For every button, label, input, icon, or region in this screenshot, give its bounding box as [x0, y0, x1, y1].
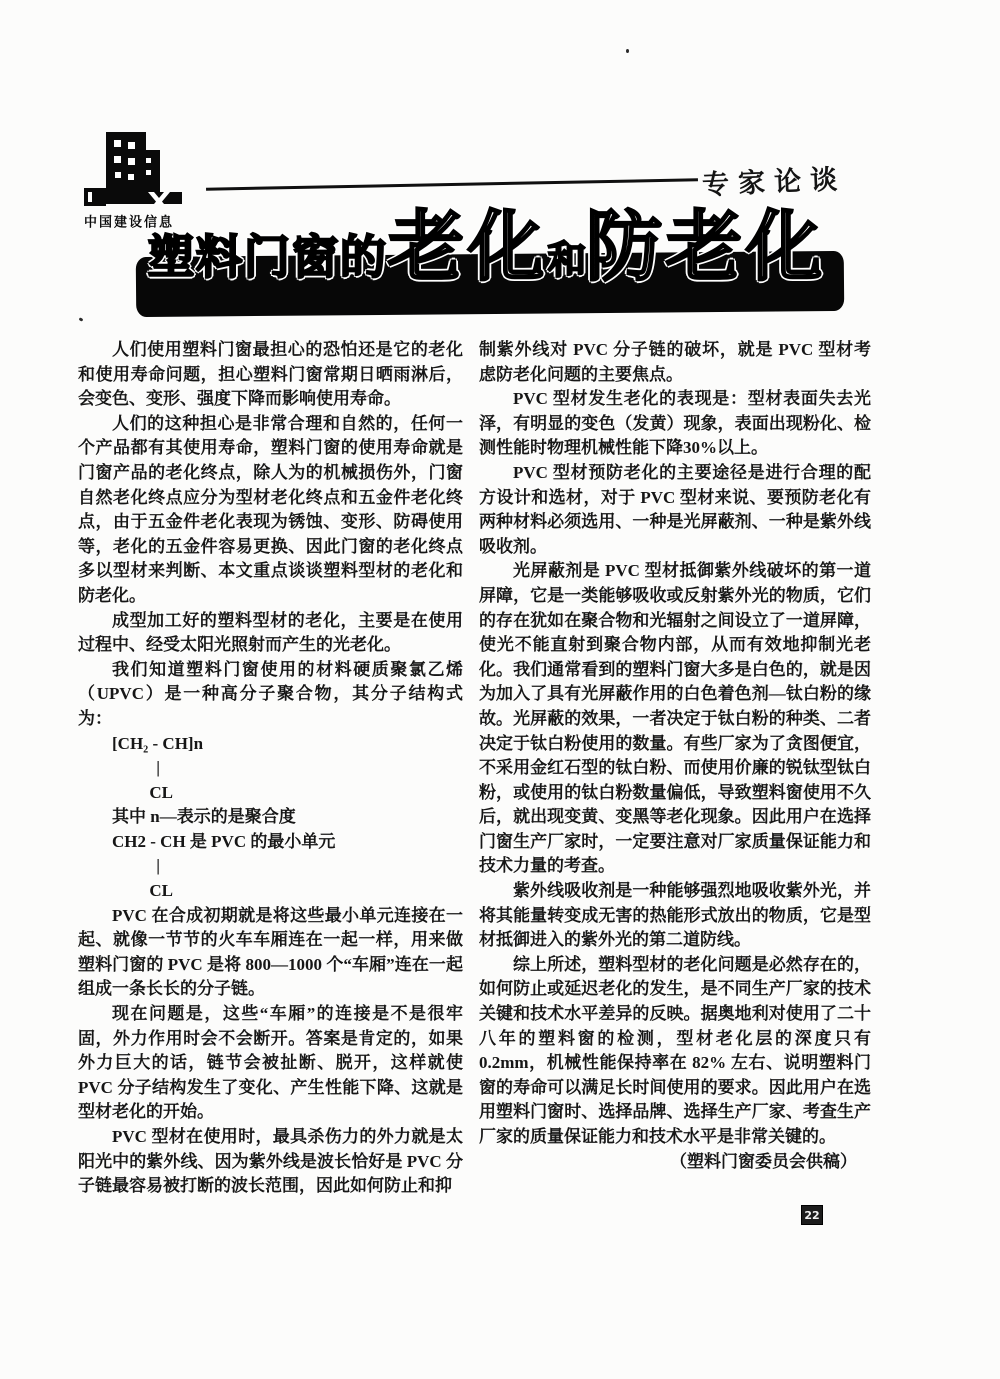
paragraph: 综上所述，塑料型材的老化问题是必然存在的，如何防止或延迟老化的发生，是不同生产厂家的技术关键和技术水平差异的反映。据奥地利对使用了二十八年的塑料窗的检测，型材老化层的深度只有0.2mm，机械性能保持率在 82% 左右、说明塑料门窗的寿命可以满足长时间使用的要求。因此用户在选用塑料门窗时、选择品牌、选择生产厂家、考查生产厂家的质量保证能力和技术水平是非常关键的。: [479, 954, 871, 1146]
scan-speck: [626, 49, 629, 53]
byline: （塑料门窗委员会供稿）: [670, 1151, 857, 1171]
title-word-antiaging: 防老化: [586, 202, 827, 291]
paragraph: 紫外线吸收剂是一种能够强烈地吸收紫外光，并将其能量转变成无害的热能形式放出的物质，它是型材抵御进入的紫外光的第二道防线。: [479, 881, 871, 950]
paragraph: 我们知道塑料门窗使用的材料硬质聚氯乙烯（UPVC）是一种高分子聚合物，其分子结构式为：: [78, 659, 463, 728]
masthead-rule: [206, 178, 698, 190]
paragraph: PVC 型材预防老化的主要途径是进行合理的配方设计和选材，对于 PVC 型材来说、要预防老化有两种材料必须选用、一种是光屏蔽剂、一种是紫外线吸收剂。: [479, 462, 871, 556]
paragraph: 成型加工好的塑料型材的老化，主要是在使用过程中、经受太阳光照射而产生的光老化。: [78, 610, 463, 655]
paragraph: 现在问题是，这些“车厢”的连接是不是很牢固，外力作用时会不会断开。答案是肯定的，如果外力巨大的话，链节会被扯断、脱开，这样就使 PVC 分子结构发生了变化、产生性能下降、这就是型材老化的开始。: [78, 1004, 463, 1122]
left-column: [78, 338, 463, 1218]
paragraph: 人们的这种担心是非常合理和自然的，任何一个产品都有其使用寿命，塑料门窗的使用寿命就是门窗产品的老化终点，除人为的机械损伤外，门窗自然老化终点应分为型材老化终点和五金件老化终点，由于五金件老化表现为锈蚀、变形、防碍使用等，老化的五金件容易更换、因此门窗的老化终点多以型材来判断、本文重点谈谈塑料型材的老化和防老化。: [78, 413, 463, 605]
title-prefix: 塑料门窗的: [148, 230, 388, 284]
paragraph: PVC 型材发生老化的表现是：型材表面失去光泽，有明显的变色（发黄）现象，表面出现粉化、检测性能时物理机械性能下降30%以上。: [479, 389, 871, 458]
article-title: [78, 194, 858, 316]
title-text: [78, 194, 858, 321]
formula-line: CL: [149, 881, 174, 901]
paragraph: 光屏蔽剂是 PVC 型材抵御紫外线破坏的第一道屏障，它是一类能够吸收或反射紫外光的物质，它们的存在犹如在聚合物和光辐射之间设立了一道屏障，使光不能直射到聚合物内部，从而有效地抑制光老化。我们通常看到的塑料门窗大多是白色的，就是因为加入了具有光屏蔽作用的白色着色剂—钛白粉的缘故。光屏蔽的效果，一者决定于钛白粉的种类、二者决定于钛白粉使用的数量。有些厂家为了贪图便宜，不采用金红石型的钛白粉、而使用价廉的锐钛型钛白粉，或使用的钛白粉数量偏低，导致塑料窗使用不久后，就出现变黄、变黑等老化现象。因此用户在选择门窗生产厂家时，一定要注意对厂家质量保证能力和技术力量的考查。: [479, 561, 871, 876]
formula-line: 其中 n—表示的是聚合度: [112, 807, 296, 827]
formula-line: CL: [149, 782, 174, 802]
formula-line: |: [156, 758, 160, 778]
formula-line: CH2 - CH 是 PVC 的最小单元: [112, 831, 336, 851]
title-word-aging: 老化: [388, 202, 548, 291]
title-word-and: 和: [548, 238, 587, 282]
right-column: [479, 338, 871, 1218]
paragraph: 人们使用塑料门窗最担心的恐怕还是它的老化和使用寿命问题，担心塑料门窗常期日晒雨淋后，会变色、变形、强度下降而影响使用寿命。: [78, 340, 463, 409]
paragraph: 制紫外线对 PVC 分子链的破坏，就是 PVC 型材考虑防老化问题的主要焦点。: [479, 340, 871, 384]
logo-text: 中国建设信息: [84, 214, 175, 231]
section-label: 专家论谈: [701, 163, 847, 200]
formula-line: [CH₂ - CH]n: [112, 733, 204, 753]
article-body: [78, 338, 871, 1218]
paragraph: PVC 型材在使用时，最具杀伤力的外力就是太阳光中的紫外线、因为紫外线是波长恰好是 PVC 分子链最容易被打断的波长范围，因此如何防止和抑: [78, 1127, 463, 1196]
paragraph: PVC 在合成初期就是将这些最小单元连接在一起、就像一节节的火车车厢连在一起一样，用来做塑料门窗的 PVC 是将 800—1000 个“车厢”连在一起组成一条长长的分子链。: [78, 905, 463, 999]
page-number: 22: [801, 1205, 823, 1225]
formula-line: |: [156, 856, 160, 876]
